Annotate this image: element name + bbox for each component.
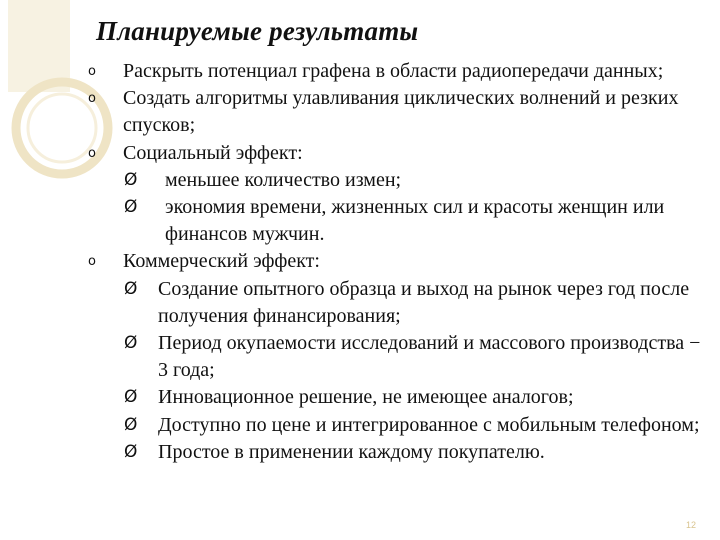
list-item — [0, 85, 720, 139]
list-item-text: Коммерческий эффект: — [123, 250, 320, 273]
sub-list-item — [0, 384, 720, 411]
sub-list-item — [0, 412, 720, 439]
arrow-bullet-icon: Ø — [124, 197, 138, 218]
list-item-text: Раскрыть потенциал графена в области радиопередачи данных; — [123, 60, 664, 82]
list-item-text: Доступно по цене и интегрированное с мобильным телефоном; — [158, 413, 700, 436]
list-item-text: Социальный эффект: — [123, 141, 303, 164]
arrow-bullet-icon: Ø — [124, 278, 138, 299]
slide-title: Планируемые результаты — [96, 16, 419, 46]
sub-list-item — [0, 167, 720, 194]
list-item — [0, 140, 720, 167]
list-item-text: экономия времени, жизненных сил и красоты женщин или финансов мужчин. — [165, 196, 665, 246]
list-item-text: Простое в применении каждому покупателю. — [158, 440, 545, 463]
arrow-bullet-icon: Ø — [124, 441, 138, 462]
list-item-text: Создание опытного образца и выход на рынок через год после получения финансирования; — [158, 277, 690, 327]
list-item-text: Инновационное решение, не имеющее аналогов; — [158, 386, 574, 409]
list-item-text: Создать алгоритмы улавливания циклических волнений и резких спусков; — [123, 87, 679, 137]
circle-bullet-icon: o — [88, 254, 96, 270]
circle-bullet-icon: o — [88, 64, 96, 79]
arrow-bullet-icon: Ø — [124, 387, 138, 408]
list-item — [0, 58, 720, 85]
list-item-text: Период окупаемости исследований и массового производства − 3 года; — [158, 332, 701, 382]
arrow-bullet-icon: Ø — [124, 169, 138, 190]
bullet-list — [0, 58, 720, 466]
circle-bullet-icon: o — [88, 145, 96, 161]
sub-list-item — [0, 439, 720, 466]
list-item-text: меньшее количество измен; — [165, 168, 402, 191]
arrow-bullet-icon: Ø — [124, 333, 138, 354]
sub-list-item — [0, 276, 720, 330]
sub-list-item — [0, 194, 720, 248]
list-item — [0, 248, 720, 275]
page-number: 12 — [685, 520, 696, 530]
circle-bullet-icon: o — [88, 91, 96, 107]
sub-list-item — [0, 330, 720, 384]
arrow-bullet-icon: Ø — [124, 414, 138, 435]
